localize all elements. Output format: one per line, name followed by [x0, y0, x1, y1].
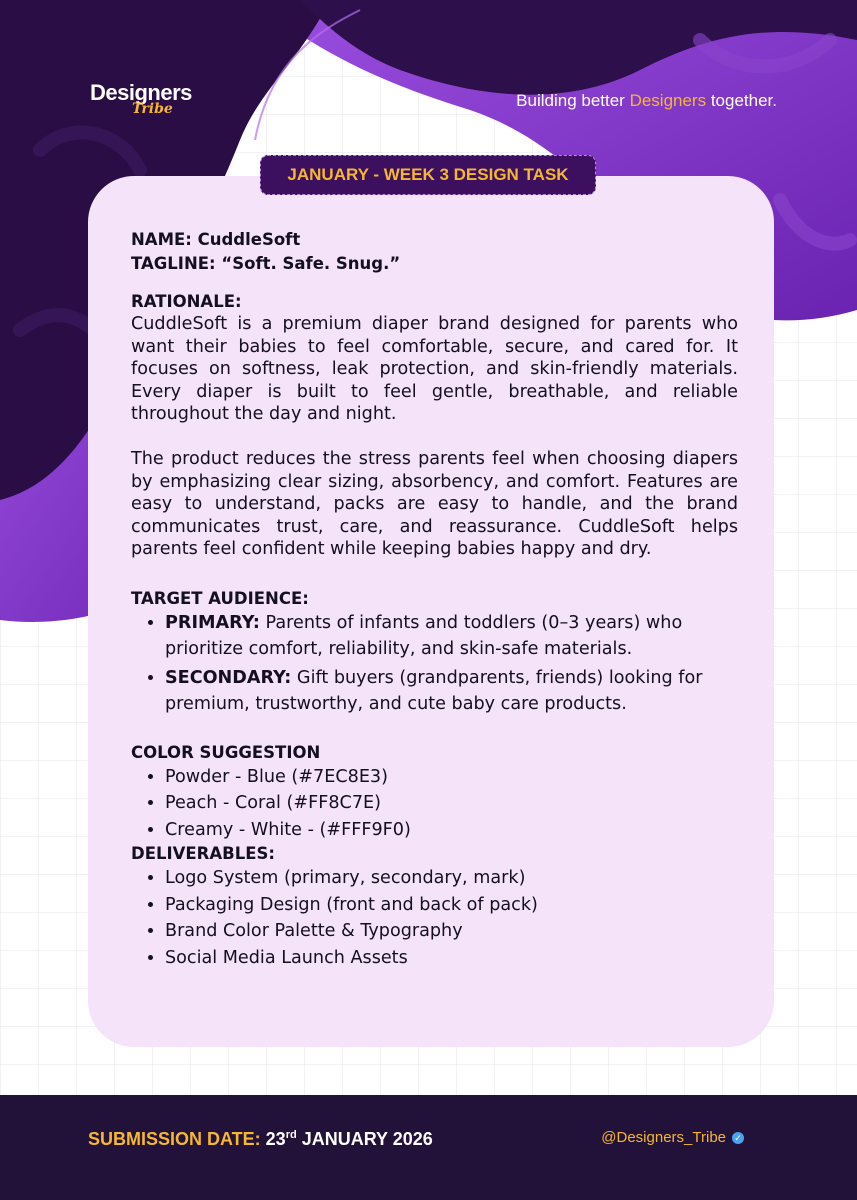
- footer: [0, 1095, 857, 1200]
- rationale-paragraph-1: CuddleSoft is a premium diaper brand designed for parents who want their babies to feel comfortable, secure, and cared for. It focuses on softness, leak protection, and skin-friendly materials. Every diaper is built to feel gentle, breathable, and reliable throughout the day and night.: [131, 314, 738, 425]
- submission-rest: JANUARY 2026: [296, 1129, 433, 1149]
- list-item: • Powder - Blue (#7EC8E3): [165, 764, 738, 791]
- audience-heading: TARGET AUDIENCE:: [131, 588, 309, 608]
- color-heading: COLOR SUGGESTION: [131, 742, 321, 762]
- list-item: • Packaging Design (front and back of pack): [165, 892, 738, 919]
- social-handle[interactable]: [601, 1129, 744, 1146]
- list-item: • Logo System (primary, secondary, mark): [165, 865, 738, 892]
- list-item: [165, 610, 738, 662]
- task-badge: JANUARY - WEEK 3 DESIGN TASK: [260, 155, 596, 195]
- tagline-suffix: together.: [706, 91, 777, 110]
- header: [0, 0, 857, 140]
- tagline-prefix: Building better: [516, 91, 630, 110]
- list-item: • Creamy - White - (#FFF9F0): [165, 817, 738, 844]
- list-item: • Brand Color Palette & Typography: [165, 918, 738, 945]
- list-item: • Social Media Launch Assets: [165, 945, 738, 972]
- deliverables-heading: DELIVERABLES:: [131, 844, 275, 864]
- submission-label: SUBMISSION DATE:: [88, 1129, 266, 1149]
- deliverables-list: [131, 865, 738, 971]
- audience-list: [131, 610, 738, 717]
- name-label: NAME:: [131, 230, 198, 249]
- tagline-line: [131, 252, 738, 276]
- logo-main-text: Designers: [90, 80, 192, 105]
- color-list: [131, 764, 738, 844]
- audience-label: SECONDARY:: [165, 667, 292, 688]
- audience-text: Parents of infants and toddlers (0–3 years) who prioritize comfort, reliability, and skin-safe materials.: [165, 612, 683, 659]
- tagline-highlight: Designers: [629, 91, 707, 110]
- rationale-heading: RATIONALE:: [131, 292, 242, 311]
- brand-logo: [90, 80, 192, 117]
- brand-tagline: [516, 91, 777, 111]
- submission-date: [88, 1129, 433, 1150]
- submission-day: 23: [265, 1129, 286, 1149]
- submission-suffix: rd: [285, 1129, 297, 1141]
- audience-label: PRIMARY:: [165, 612, 260, 633]
- tagline-value: “Soft. Safe. Snug.”: [221, 254, 401, 273]
- name-value: CuddleSoft: [197, 230, 301, 249]
- name-line: [131, 228, 738, 252]
- rationale-paragraph-2: The product reduces the stress parents feel when choosing diapers by emphasizing clear sizing, absorbency, and comfort. Features are easy to understand, packs are easy to handle, and the brand communicates trust, care, and reassurance. CuddleSoft helps parents feel confident while keeping babies happy and dry.: [131, 448, 738, 560]
- audience-text: Gift buyers (grandparents, friends) looking for premium, trustworthy, and cute baby care products.: [165, 667, 703, 714]
- list-item: • Peach - Coral (#FF8C7E): [165, 790, 738, 817]
- brief-card: [88, 176, 774, 1047]
- tagline-label: TAGLINE:: [131, 254, 222, 273]
- logo-sub-text: Tribe: [132, 101, 173, 117]
- verified-icon: ✓: [732, 1132, 744, 1144]
- list-item: [165, 665, 738, 717]
- handle-text: @Designers_Tribe: [601, 1129, 726, 1146]
